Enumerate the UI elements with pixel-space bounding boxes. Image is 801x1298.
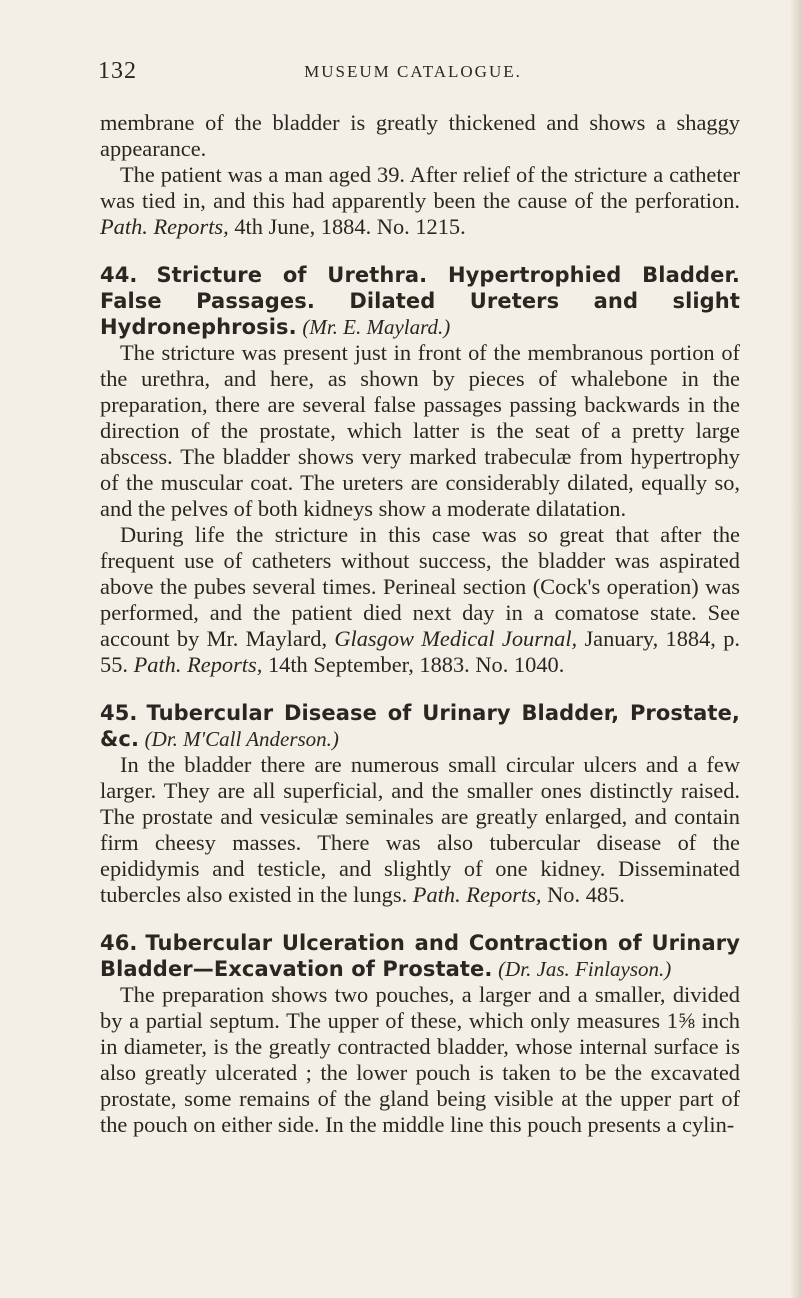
entry-title: Tubercular Ulceration and Contraction of Urinary Bladder—Excavation of Prostate. (100, 931, 740, 981)
continuation-paragraph: membrane of the bladder is greatly thickened and shows a shaggy appearance. (100, 110, 740, 161)
entry-donor: (Dr. M'Call Anderson.) (144, 727, 339, 751)
running-head: MUSEUM CATALOGUE. (304, 62, 522, 81)
entry-44-description: The stricture was present just in front of the membranous portion of the urethra, and here, as shown by pieces of whalebone in the preparation, there are several false passages passing backwards in the direction of the prostate, which latter is the seat of a pretty large abscess. The bladder shows very marked trabeculæ from hypertrophy of the muscular coat. The ureters are considerably dilated, equally so, and the pelves of both kidneys show a moderate dilatation. (100, 340, 740, 521)
reference-source: Path. Reports, (412, 882, 542, 907)
entry-number: 45. (100, 701, 138, 725)
reference-detail: No. 485. (541, 882, 625, 907)
page-header (98, 58, 728, 88)
entry-45-description (100, 752, 740, 908)
reference-detail: 14th September, 1883. No. 1040. (262, 652, 565, 677)
entry-title: Tubercular Disease of Urinary Bladder, Prostate, &c. (100, 701, 740, 751)
entry-46-description: The preparation shows two pouches, a larger and a smaller, divided by a partial septum. The upper of these, which only measures 1⅝ inch in diameter, is the greatly contracted bladder, whose internal surface is also greatly ulcerated ; the lower pouch is taken to be the excavated prostate, some remains of the gland being visible at the upper part of the pouch on either side. In the middle line this pouch presents a cylin- (100, 982, 740, 1137)
entry-donor: (Dr. Jas. Finlayson.) (498, 957, 672, 981)
entry-title: Stricture of Urethra. Hypertrophied Bladder. False Passages. Dilated Ureters and slight Hydronephrosis. (100, 263, 740, 339)
page-body (100, 110, 740, 1138)
entry-46-heading (100, 930, 740, 982)
journal-detail: January, 1884, p. 55. (100, 626, 740, 677)
entry-donor: (Mr. E. Maylard.) (302, 315, 451, 339)
entry-44-heading (100, 262, 740, 340)
note-text: The patient was a man aged 39. After relief of the stricture a catheter was tied in, and this had apparently been the cause of the perforation. (100, 162, 740, 213)
page-edge-shadow (791, 0, 801, 1298)
history-text: During life the stricture in this case was so great that after the frequent use of catheters without success, the bladder was aspirated above the pubes several times. Perineal section (Cock's operation) was performed, and the patient died next day in a comatose state. See account by Mr. Maylard, (100, 522, 740, 651)
reference-source: Path. Reports, (133, 652, 263, 677)
continuation-note (100, 162, 740, 240)
journal-name: Glasgow Medical Journal, (334, 626, 578, 651)
reference-source: Path. Reports, (100, 214, 229, 239)
entry-45-heading (100, 700, 740, 752)
entry-number: 46. (100, 931, 138, 955)
entry-number: 44. (100, 263, 138, 287)
description-text: In the bladder there are numerous small circular ulcers and a few larger. They are all superficial, and the smaller ones distinctly raised. The prostate and vesiculæ seminales are greatly enlarged, and contain firm cheesy masses. There was also tubercular disease of the epididymis and testicle, and slightly of one kidney. Disseminated tubercles also existed in the lungs. (100, 752, 740, 907)
page-number: 132 (98, 58, 137, 84)
entry-44-history (100, 522, 740, 678)
reference-detail: 4th June, 1884. No. 1215. (228, 214, 466, 239)
